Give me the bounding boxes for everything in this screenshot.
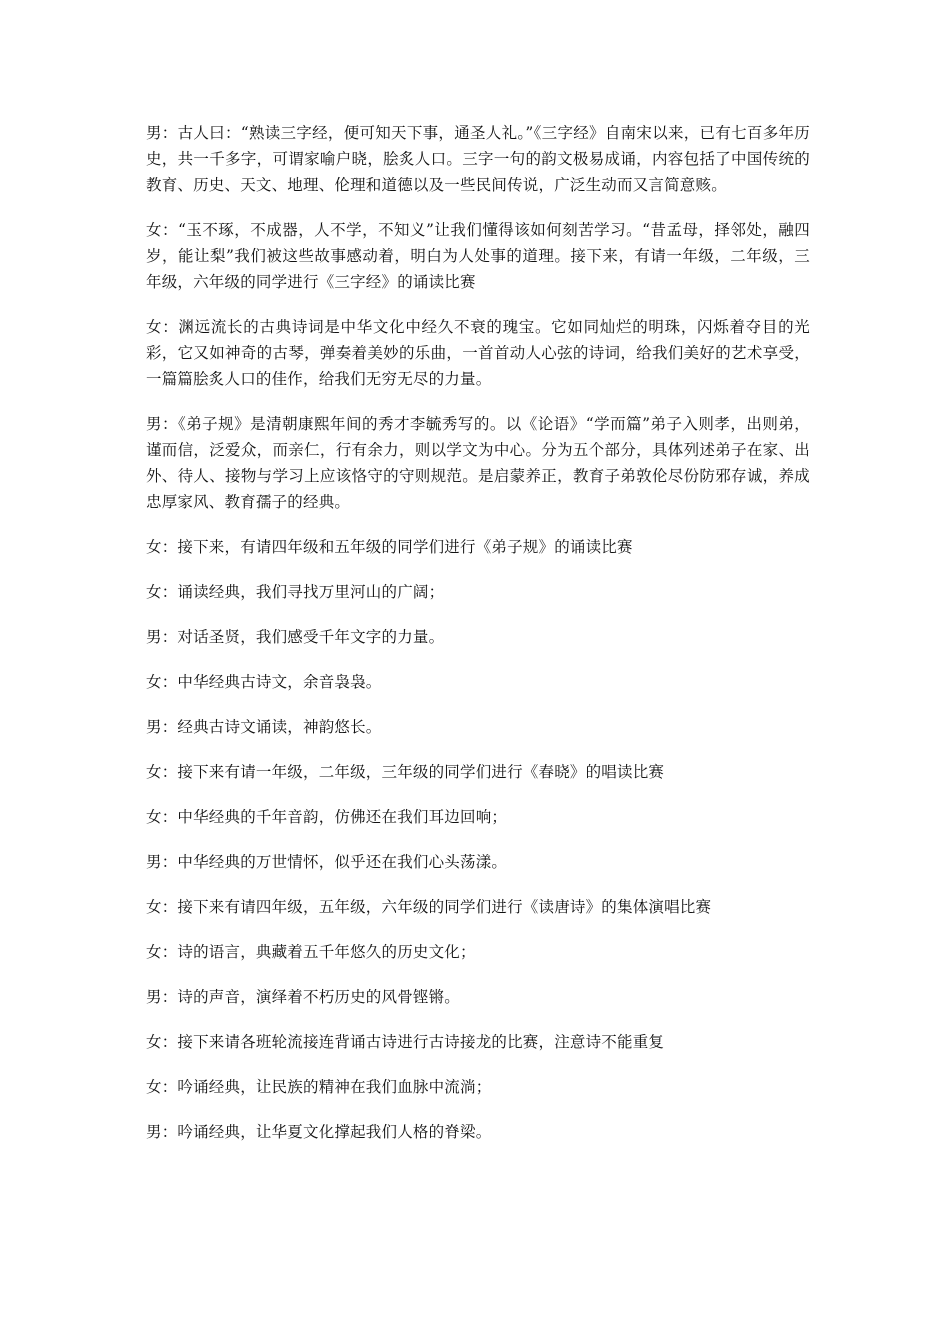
document-page: [146, 120, 810, 1164]
paragraph-line: 女：吟诵经典，让民族的精神在我们血脉中流淌；: [146, 1078, 492, 1096]
paragraph-line: 女：诵读经典，我们寻找万里河山的广阔；: [146, 583, 445, 601]
paragraph-line: 女：中华经典的千年音韵，仿佛还在我们耳边回响；: [146, 808, 508, 826]
paragraph-sanzijing-invite: 女：“玉不琢，不成器，人不学，不知义”让我们懂得该如何刻苦学习。“昔孟母，择邻处，融四岁，能让梨”我们被这些故事感动着，明白为人处事的道理。接下来，有请一年级，二年级，三年级，六年级的同学进行《三字经》的诵读比赛: [146, 221, 810, 291]
paragraph-line: 男：诗的声音，演绎着不朽历史的风骨铿锵。: [146, 988, 461, 1006]
paragraph-classical-poetry: 女：渊远流长的古典诗词是中华文化中经久不衰的瑰宝。它如同灿烂的明珠，闪烁着夺目的光彩，它又如神奇的古琴，弹奏着美妙的乐曲，一首首动人心弦的诗词，给我们美好的艺术享受，一篇篇脍炙人口的佳作，给我们无穷无尽的力量。: [146, 318, 810, 388]
paragraph-line: 男：经典古诗文诵读，神韵悠长。: [146, 718, 382, 736]
paragraph-poem-relay-invite: 女：接下来请各班轮流接连背诵古诗进行古诗接龙的比赛，注意诗不能重复: [146, 1033, 665, 1051]
paragraph-line: 女：诗的语言，典藏着五千年悠久的历史文化；: [146, 943, 476, 961]
paragraph-dizigui-intro: 男：《弟子规》是清朝康熙年间的秀才李毓秀写的。以《论语》“学而篇”弟子入则孝，出则弟，谨而信，泛爱众，而亲仁，行有余力，则以学文为中心。分为五个部分，具体列述弟子在家、出外、待人、接物与学习上应该恪守的守则规范。是启蒙养正，教育子弟敦伦尽份防邪存诚，养成忠厚家风、教育孺子的经典。: [146, 415, 810, 511]
paragraph-line: 男：中华经典的万世情怀，似乎还在我们心头荡漾。: [146, 853, 508, 871]
paragraph-dutangshi-invite: 女：接下来有请四年级，五年级，六年级的同学们进行《读唐诗》的集体演唱比赛: [146, 898, 712, 916]
paragraph-line: 男：吟诵经典，让华夏文化撑起我们人格的脊梁。: [146, 1123, 492, 1141]
paragraph-dizigui-invite: 女：接下来，有请四年级和五年级的同学们进行《弟子规》的诵读比赛: [146, 538, 633, 556]
paragraph-line: 男：对话圣贤，我们感受千年文字的力量。: [146, 628, 445, 646]
paragraph-line: 女：中华经典古诗文，余音袅袅。: [146, 673, 382, 691]
paragraph-sanzijing-intro: 男：古人曰：“熟读三字经，便可知天下事，通圣人礼。”《三字经》自南宋以来，已有七百多年历史，共一千多字，可谓家喻户晓，脍炙人口。三字一句的韵文极易成诵，内容包括了中国传统的教育、历史、天文、地理、伦理和道德以及一些民间传说，广泛生动而又言简意赅。: [146, 124, 810, 194]
paragraph-chunxiao-invite: 女：接下来有请一年级，二年级，三年级的同学们进行《春晓》的唱读比赛: [146, 763, 665, 781]
